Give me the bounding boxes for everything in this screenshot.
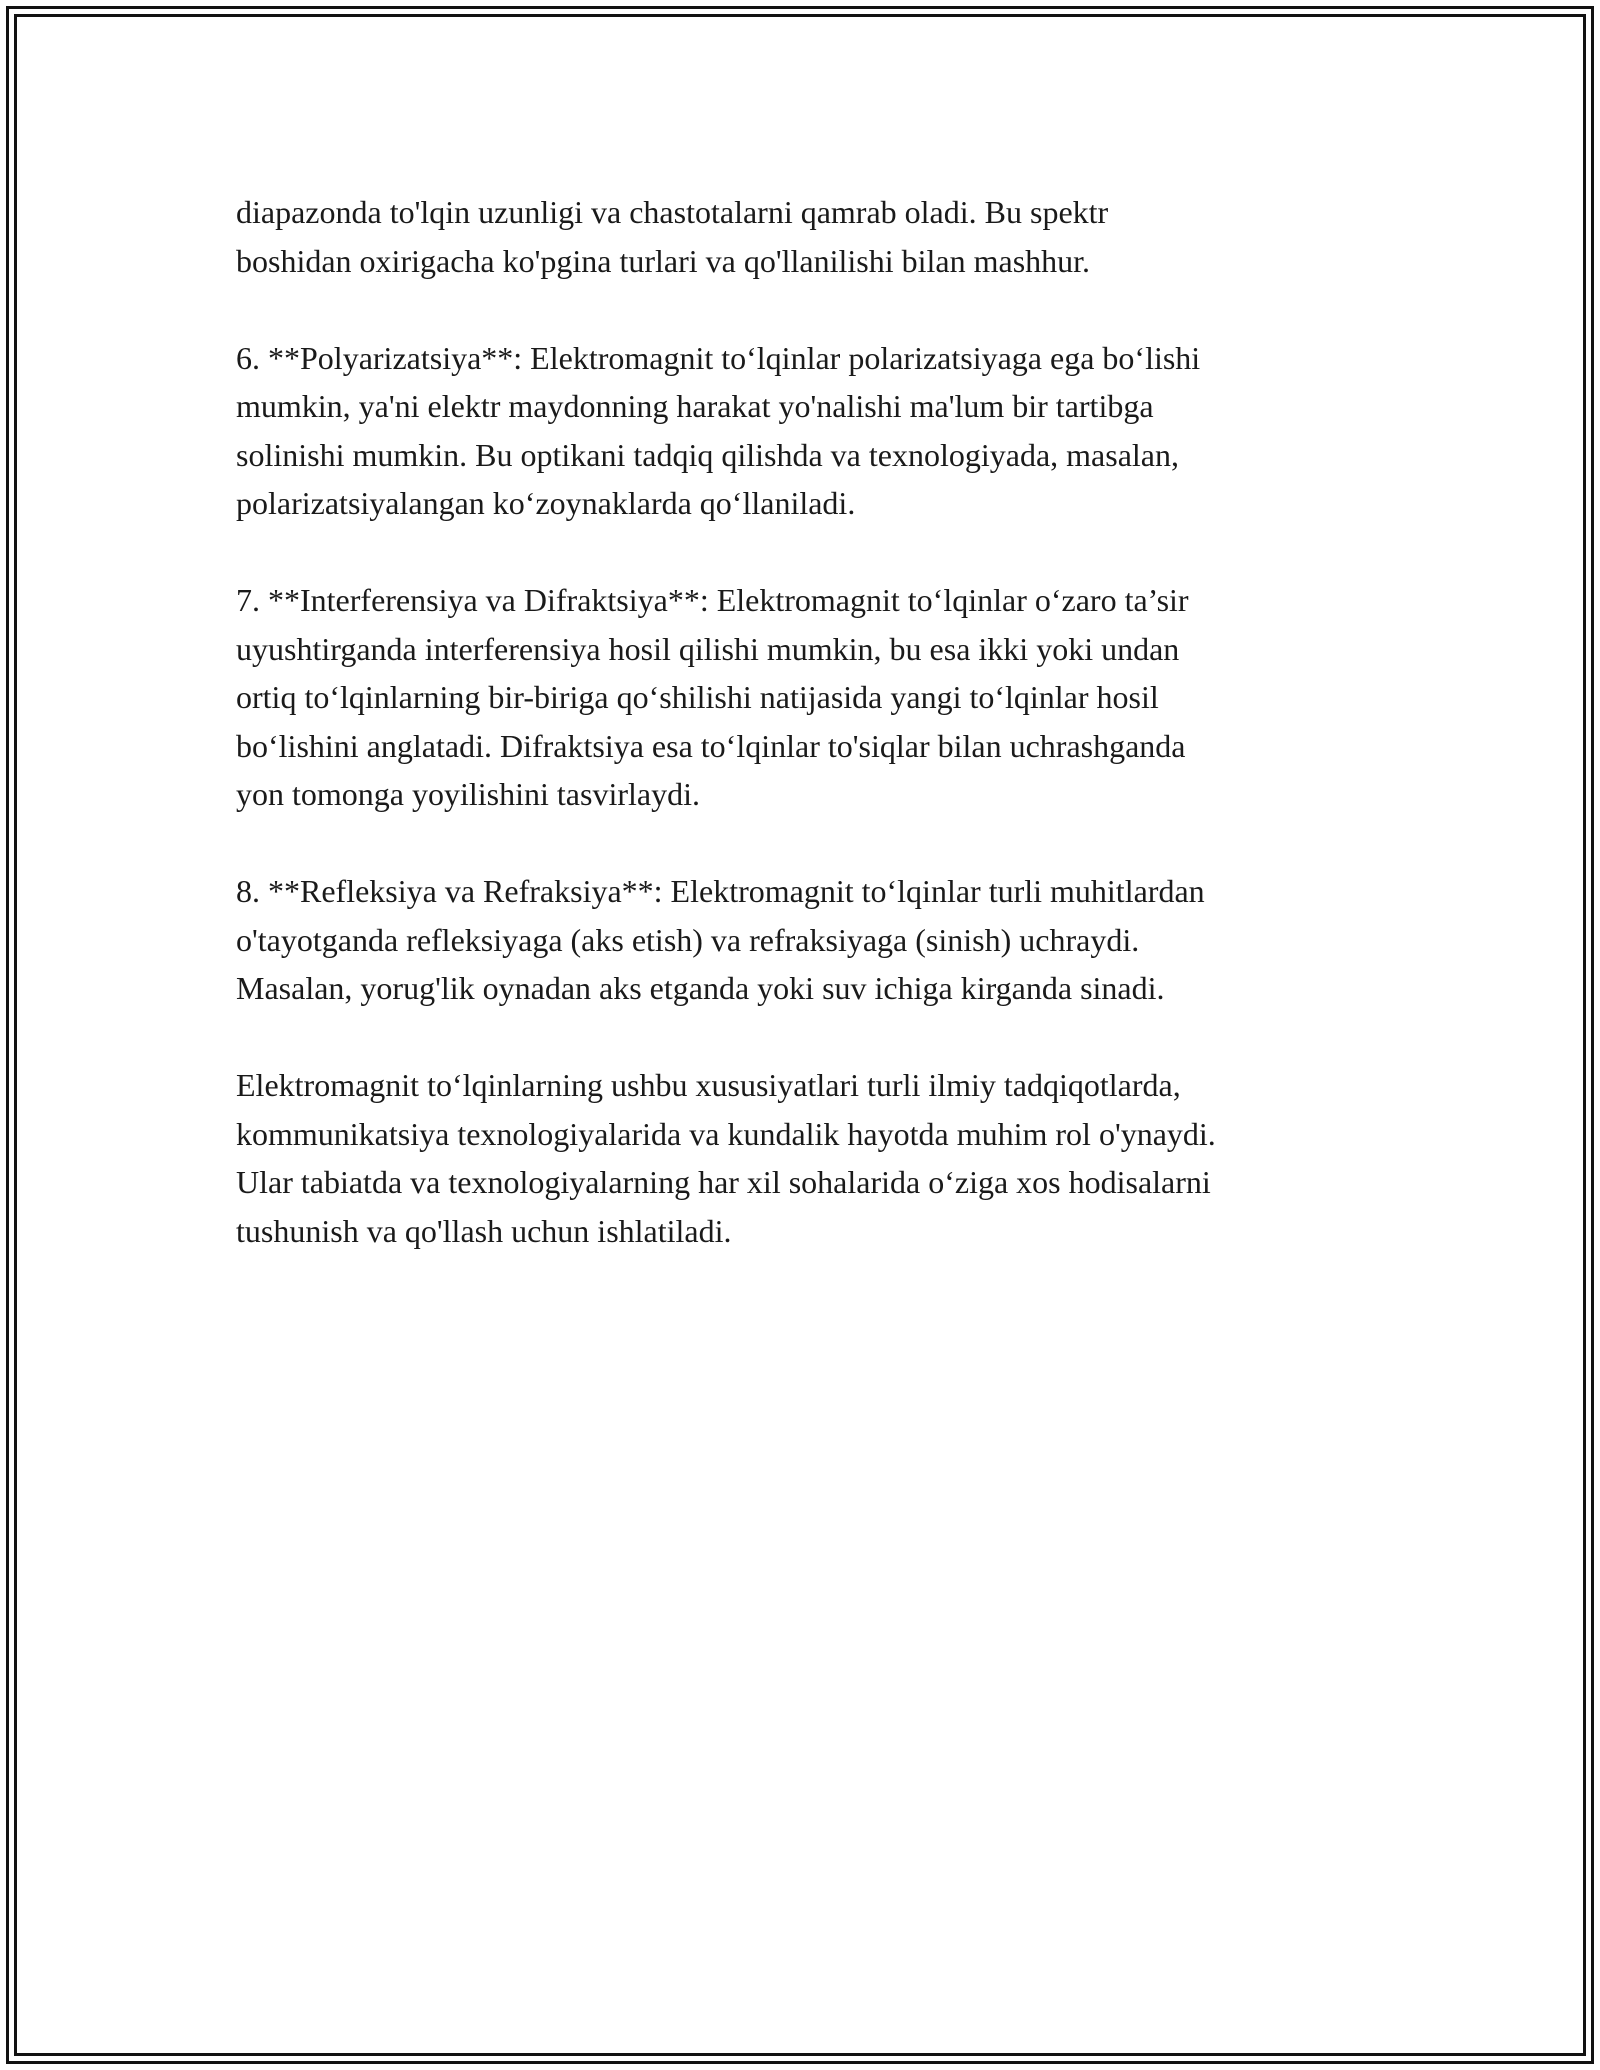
text-line: bo‘lishini anglatadi. Difraktsiya esa to‘lqinlar to'siqlar bilan uchrashganda [236, 727, 1186, 764]
text-line: boshidan oxirigacha ko'pgina turlari va qo'llanilishi bilan mashhur. [236, 242, 1091, 279]
text-line: kommunikatsiya texnologiyalarida va kundalik hayotda muhim rol o'ynaydi. [236, 1115, 1216, 1152]
text-line: tushunish va qo'llash uchun ishlatiladi. [236, 1212, 732, 1249]
text-line: 8. **Refleksiya va Refraksiya**: Elektromagnit to‘lqinlar turli muhitlardan [236, 873, 1205, 909]
text-line: 6. **Polyarizatsiya**: Elektromagnit to‘lqinlar polarizatsiyaga ega bo‘lishi [236, 339, 1201, 376]
text-line: diapazonda to'lqin uzunligi va chastotalarni qamrab oladi. Bu spektr [236, 194, 1109, 230]
paragraph-reflection-refraction [236, 867, 1416, 1013]
text-line: 7. **Interferensiya va Difraktsiya**: Elektromagnit to‘lqinlar o‘zaro ta’sir [236, 582, 1189, 618]
text-line: o'tayotganda refleksiyaga (aks etish) va refraksiyaga (sinish) uchraydi. [236, 921, 1140, 958]
text-line: Elektromagnit to‘lqinlarning ushbu xususiyatlari turli ilmiy tadqiqotlarda, [236, 1067, 1181, 1103]
text-line: ortiq to‘lqinlarning bir-biriga qo‘shilishi natijasida yangi to‘lqinlar hosil [236, 679, 1159, 715]
text-line: solinishi mumkin. Bu optikani tadqiq qilishda va texnologiyada, masalan, [236, 436, 1179, 473]
paragraph-interference-diffraction [236, 576, 1416, 819]
paragraph-conclusion [236, 1061, 1416, 1255]
paragraph-polarization [236, 334, 1416, 528]
text-line: yon tomonga yoyilishini tasvirlaydi. [236, 776, 700, 812]
text-line: Masalan, yorug'lik oynadan aks etganda yoki suv ichiga kirganda sinadi. [236, 970, 1165, 1006]
text-line: Ular tabiatda va texnologiyalarning har xil sohalarida o‘ziga xos hodisalarni [236, 1164, 1211, 1200]
document-body [236, 188, 1416, 1304]
text-line: polarizatsiyalangan ko‘zoynaklarda qo‘llaniladi. [236, 485, 856, 521]
text-line: uyushtirganda interferensiya hosil qilishi mumkin, bu esa ikki yoki undan [236, 630, 1180, 667]
text-line: mumkin, ya'ni elektr maydonning harakat yo'nalishi ma'lum bir tartibga [236, 388, 1154, 424]
paragraph-spectrum-continuation [236, 188, 1416, 285]
